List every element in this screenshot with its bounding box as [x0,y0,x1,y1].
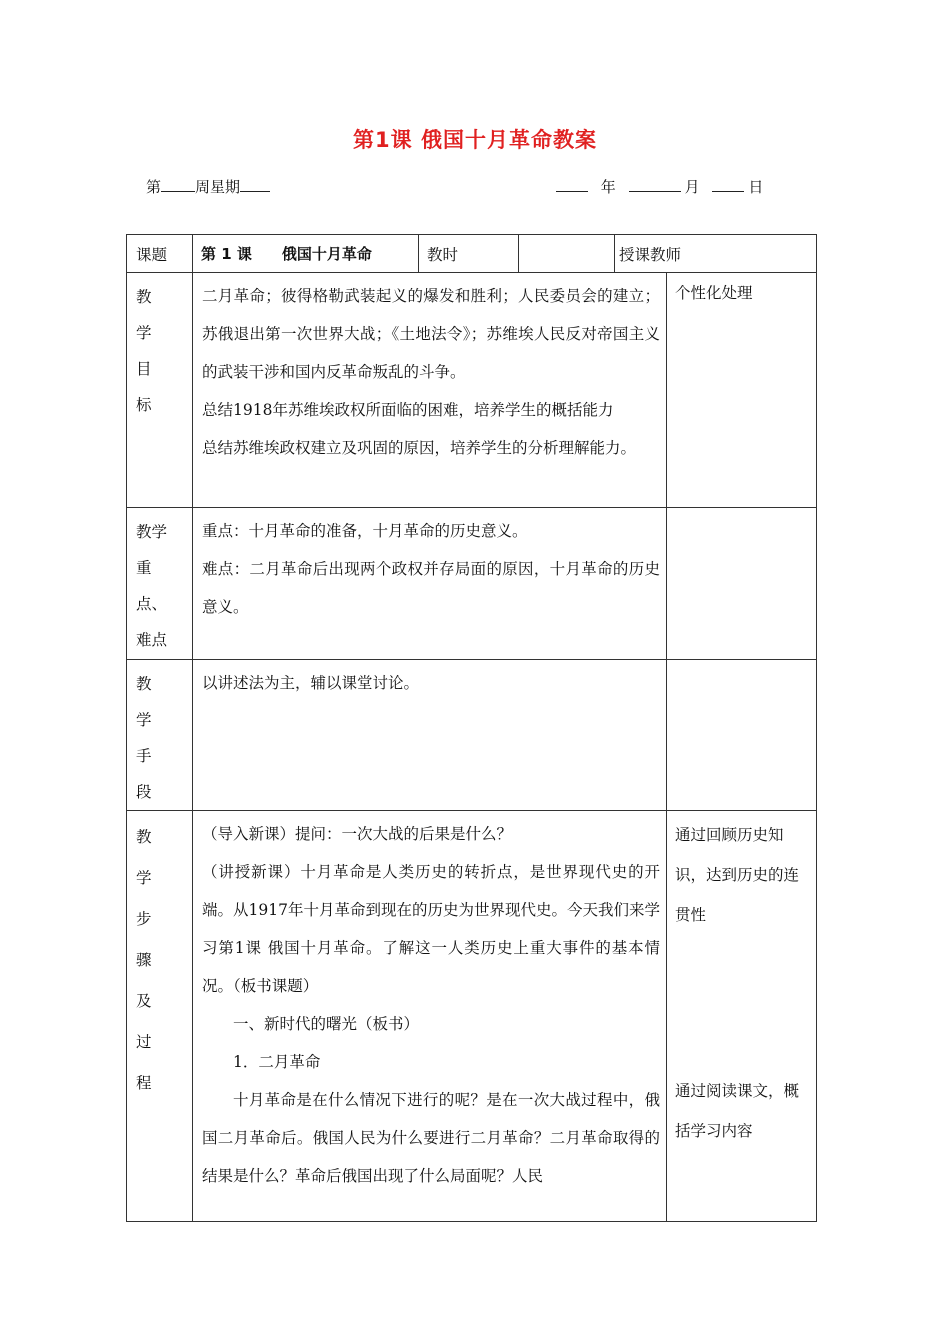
date-line [556,176,763,197]
methods-row [127,660,817,811]
process-intro: （导入新课）提问：一次大战的后果是什么？ [202,825,513,843]
methods-label: 教 学 手 段 [127,660,193,811]
hours-label: 教时 [419,235,519,273]
process-content [193,811,667,1222]
key-points-row [127,508,817,660]
topic-name: 俄国十月革命 [281,244,372,263]
objectives-note: 个性化处理 [667,273,817,508]
methods-content [193,660,667,811]
process-row [127,811,817,1222]
objectives-paragraph: 总结苏维埃政权建立及巩固的原因，培养学生的分析理解能力。 [202,439,637,457]
process-note-1: 通过回顾历史知识，达到历史的连贯性 [675,826,800,924]
methods-paragraph: 以讲述法为主，辅以课堂讨论。 [202,674,420,692]
header-row [127,235,817,273]
objectives-content [193,273,667,508]
process-heading: 一、新时代的曙光（板书） [233,1015,420,1033]
topic-lesson: 第 1 课 [201,244,252,263]
objectives-row [127,273,817,508]
weekday-blank [240,177,270,192]
teacher-cell [615,235,817,273]
year-blank [556,177,588,192]
topic-label: 课题 [127,235,193,273]
week-prefix: 第 [146,178,162,196]
key-point-paragraph: 难点：二月革命后出现两个政权并存局面的原因，十月革命的历史意义。 [202,560,660,616]
hours-value [519,235,615,273]
process-lecture: （讲授新课）十月革命是人类历史的转折点，是世界现代史的开端。从1917年十月革命到现在的历史为世界现代史。今天我们来学习第1课 俄国十月革命。了解这一人类历史上重大事件的基本情况。（板书课题） [202,863,660,995]
process-paragraph: 十月革命是在什么情况下进行的呢？是在一次大战过程中，俄国二月革命后。俄国人民为什么要进行二月革命？二月革命取得的结果是什么？革命后俄国出现了什么局面呢？人民 [202,1091,660,1185]
objectives-label: 教 学 目 标 [127,273,193,508]
objectives-paragraph: 二月革命；彼得格勒武装起义的爆发和胜利；人民委员会的建立；苏俄退出第一次世界大战；《土地法令》；苏维埃人民反对帝国主义的武装干涉和国内反革命叛乱的斗争。 [202,287,660,381]
year-label: 年 [600,178,616,196]
month-blank [629,177,681,192]
week-blank [161,177,195,192]
process-label: 教学 步骤 及过 程 [127,811,193,1222]
week-mid: 周星期 [195,178,241,196]
month-label: 月 [684,178,700,196]
key-points-label: 教学 重 点、 难点 [127,508,193,660]
topic-cell [193,235,419,273]
key-points-content [193,508,667,660]
day-label: 日 [748,178,764,196]
process-note-2: 通过阅读课文，概括学习内容 [675,1082,800,1140]
key-points-note [667,508,817,660]
objectives-paragraph: 总结1918年苏维埃政权所面临的困难，培养学生的概括能力 [202,401,614,419]
day-blank [712,177,744,192]
page-title: 第1课 俄国十月革命教案 [353,128,597,152]
week-line [146,176,270,197]
methods-note [667,660,817,811]
process-subheading: 1．二月革命 [233,1053,321,1071]
lesson-plan-table [126,234,817,1222]
process-notes [667,811,817,1222]
teacher-label: 授课教师 [619,245,682,264]
key-point-paragraph: 重点：十月革命的准备，十月革命的历史意义。 [202,522,528,540]
